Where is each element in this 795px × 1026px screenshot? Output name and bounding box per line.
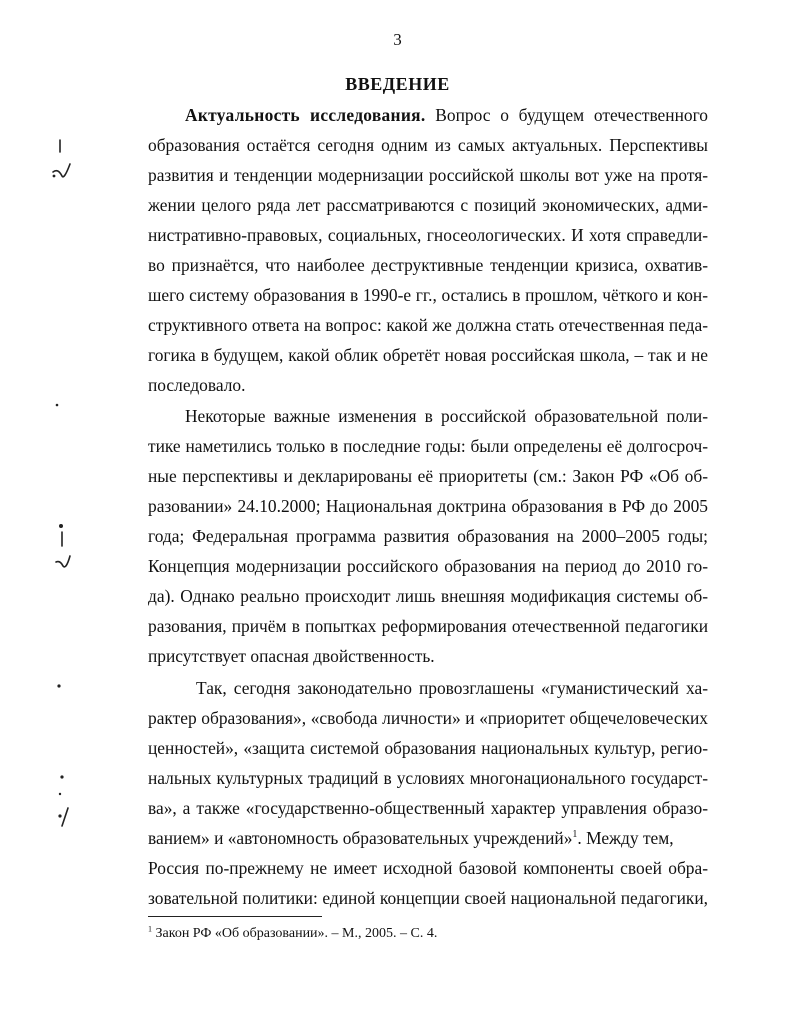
text-line: присутствует опасная двойственность. (148, 646, 435, 666)
footnote-text: Закон РФ «Об образовании». – М., 2005. – С. 4. (152, 926, 438, 941)
footnote-ref: 1 (572, 829, 578, 841)
text-line: да). Однако реально происходит лишь внешняя модификация системы об- (148, 586, 708, 606)
lead-phrase: Актуальность исследования. (185, 105, 426, 125)
footnote-marker: 1 (148, 924, 152, 934)
margin-scan-marks (0, 0, 100, 1026)
text-line: гогика в будущем, какой облик обретёт новая российская школа, – так и не (148, 345, 708, 365)
text-line: Актуальность исследования. Вопрос о будущем отечественного (185, 105, 708, 125)
text-line: образования остаётся сегодня одним из самых актуальных. Перспективы (148, 135, 708, 155)
text-line: ные перспективы и декларированы её приоритеты (см.: Закон РФ «Об об- (148, 466, 708, 486)
scan-mark (53, 164, 70, 177)
text-line: ценностей», «защита системой образования национальных культур, регио- (148, 738, 708, 758)
text-line: последовало. (148, 375, 246, 395)
scan-dot (57, 684, 60, 687)
scan-mark (62, 808, 68, 826)
scan-dot (60, 775, 63, 778)
text-line: структивного ответа на вопрос: какой же должна стать отечественная педа- (148, 315, 708, 335)
page-number: 3 (393, 30, 402, 49)
text-line: во признаётся, что наиболее деструктивные тенденции кризиса, охватив- (148, 255, 708, 275)
scan-dot (59, 793, 61, 795)
text-line: развития и тенденции модернизации российской школы вот уже на протя- (148, 165, 708, 185)
scan-dot (59, 524, 63, 528)
text-line: тике наметились только в последние годы: были определены её долгосроч- (148, 436, 708, 456)
page-heading: ВВЕДЕНИЕ (345, 74, 450, 94)
text-line: разования, причём в попытках реформирования отечественной педагогики (148, 616, 708, 636)
text-line: Россия по-прежнему не имеет исходной базовой компоненты своей обра- (148, 858, 708, 878)
scan-dot (53, 175, 56, 178)
scan-dot (58, 814, 61, 817)
text-line: жении целого ряда лет рассматриваются с позиций экономических, адми- (148, 195, 708, 215)
text-line: нистративно-правовых, социальных, гносеологических. И хотя справедли- (148, 225, 708, 245)
scan-dot (56, 404, 59, 407)
scan-mark (56, 556, 70, 567)
text-line: Концепция модернизации российского образования на период до 2010 го- (148, 556, 708, 576)
text-line: года; Федеральная программа развития образования на 2000–2005 годы; (148, 526, 708, 546)
footnote-divider (148, 916, 322, 917)
text-line: рактер образования», «свобода личности» и «приоритет общечеловеческих (148, 708, 708, 728)
text-line: Некоторые важные изменения в российской образовательной поли- (185, 406, 708, 426)
text-line: ва», а также «государственно-общественный характер управления образо- (148, 798, 708, 818)
footnote (148, 926, 437, 942)
text-line: шего систему образования в 1990-е гг., остались в прошлом, чёткого и кон- (148, 285, 708, 305)
text-line: ванием» и «автономность образовательных учреждений»$^1$. Между тем, (148, 828, 674, 848)
text-line: Так, сегодня законодательно провозглашены «гуманистический ха- (196, 678, 708, 698)
text-line: разовании» 24.10.2000; Национальная доктрина образования в РФ до 2005 (148, 496, 708, 516)
text-line: нальных культурных традиций в условиях многонационального государст- (148, 768, 708, 788)
text-line: зовательной политики: единой концепции своей национальной педагогики, (148, 888, 708, 908)
